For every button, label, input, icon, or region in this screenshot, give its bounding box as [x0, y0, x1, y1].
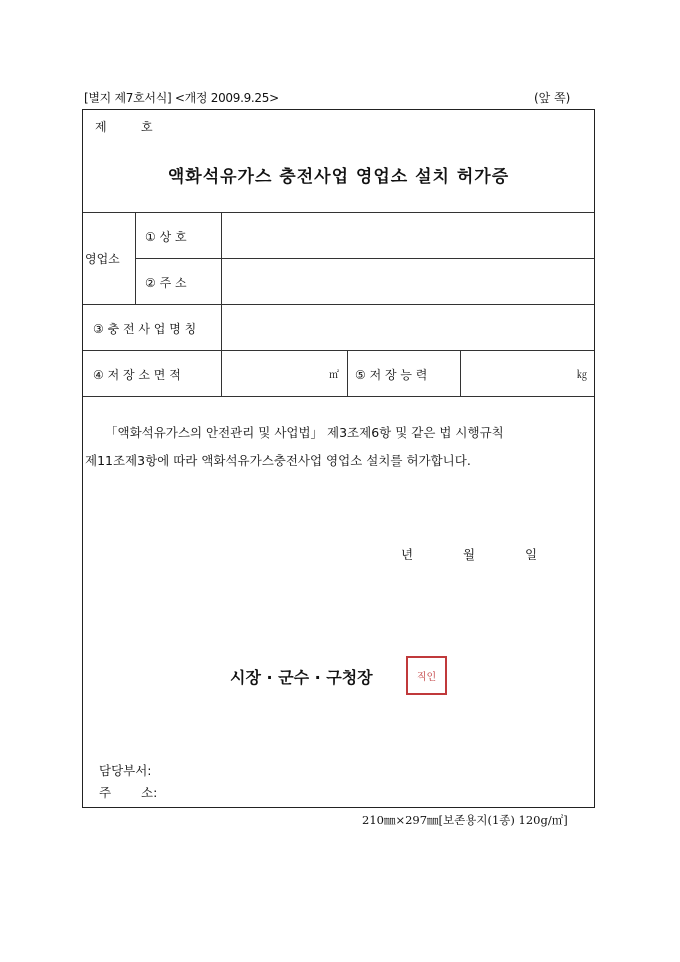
trade-name-label: ① 상 호: [145, 230, 187, 244]
date-year: 년: [401, 547, 414, 562]
form-title: 액화석유가스 충전사업 영업소 설치 허가증: [167, 167, 510, 187]
permit-statement-line-1: 「액화석유가스의 안전관리 및 사업법」 제3조제6항 및 같은 법 시행규칙: [105, 425, 504, 440]
storage-capacity-field[interactable]: [462, 352, 577, 396]
paper-spec: 210㎜×297㎜[보존용지(1종) 120g/㎡]: [362, 813, 568, 827]
page-side-label: (앞 쪽): [534, 91, 571, 105]
divider: [83, 396, 594, 397]
storage-area-field[interactable]: [223, 352, 333, 396]
storage-capacity-label: ⑤ 저 장 능 력: [355, 368, 428, 382]
divider: [135, 212, 136, 304]
divider: [347, 350, 348, 396]
official-seal: 직인: [406, 656, 447, 695]
storage-capacity-unit: ㎏: [577, 370, 587, 381]
divider: [83, 350, 594, 351]
divider: [83, 304, 594, 305]
divider: [135, 258, 594, 259]
form-reference: [별지 제7호서식] <개정 2009.9.25>: [84, 91, 279, 105]
divider: [83, 212, 594, 213]
issuer-title: 시장 · 군수 · 구청장: [230, 668, 373, 687]
business-name-label: ③ 충 전 사 업 명 칭: [93, 322, 197, 336]
address-field[interactable]: [223, 260, 593, 304]
storage-area-unit: ㎡: [329, 370, 339, 381]
number-label-je: 제: [95, 120, 107, 134]
department-label: 담당부서:: [99, 763, 152, 778]
address-label-2: 소:: [141, 785, 158, 800]
permit-statement-line-2: 제11조제3항에 따라 액화석유가스충전사업 영업소 설치를 허가합니다.: [85, 453, 471, 468]
office-group-label: 영업소: [85, 252, 120, 266]
storage-area-label: ④ 저 장 소 면 적: [93, 368, 181, 382]
divider: [221, 212, 222, 396]
trade-name-field[interactable]: [223, 214, 593, 258]
date-month: 월: [463, 547, 476, 562]
date-day: 일: [525, 547, 538, 562]
permit-form: [82, 109, 595, 808]
number-label-ho: 호: [141, 120, 153, 134]
address-label-1: 주: [99, 785, 112, 800]
business-name-field[interactable]: [223, 306, 593, 350]
divider: [460, 350, 461, 396]
address-label: ② 주 소: [145, 276, 187, 290]
